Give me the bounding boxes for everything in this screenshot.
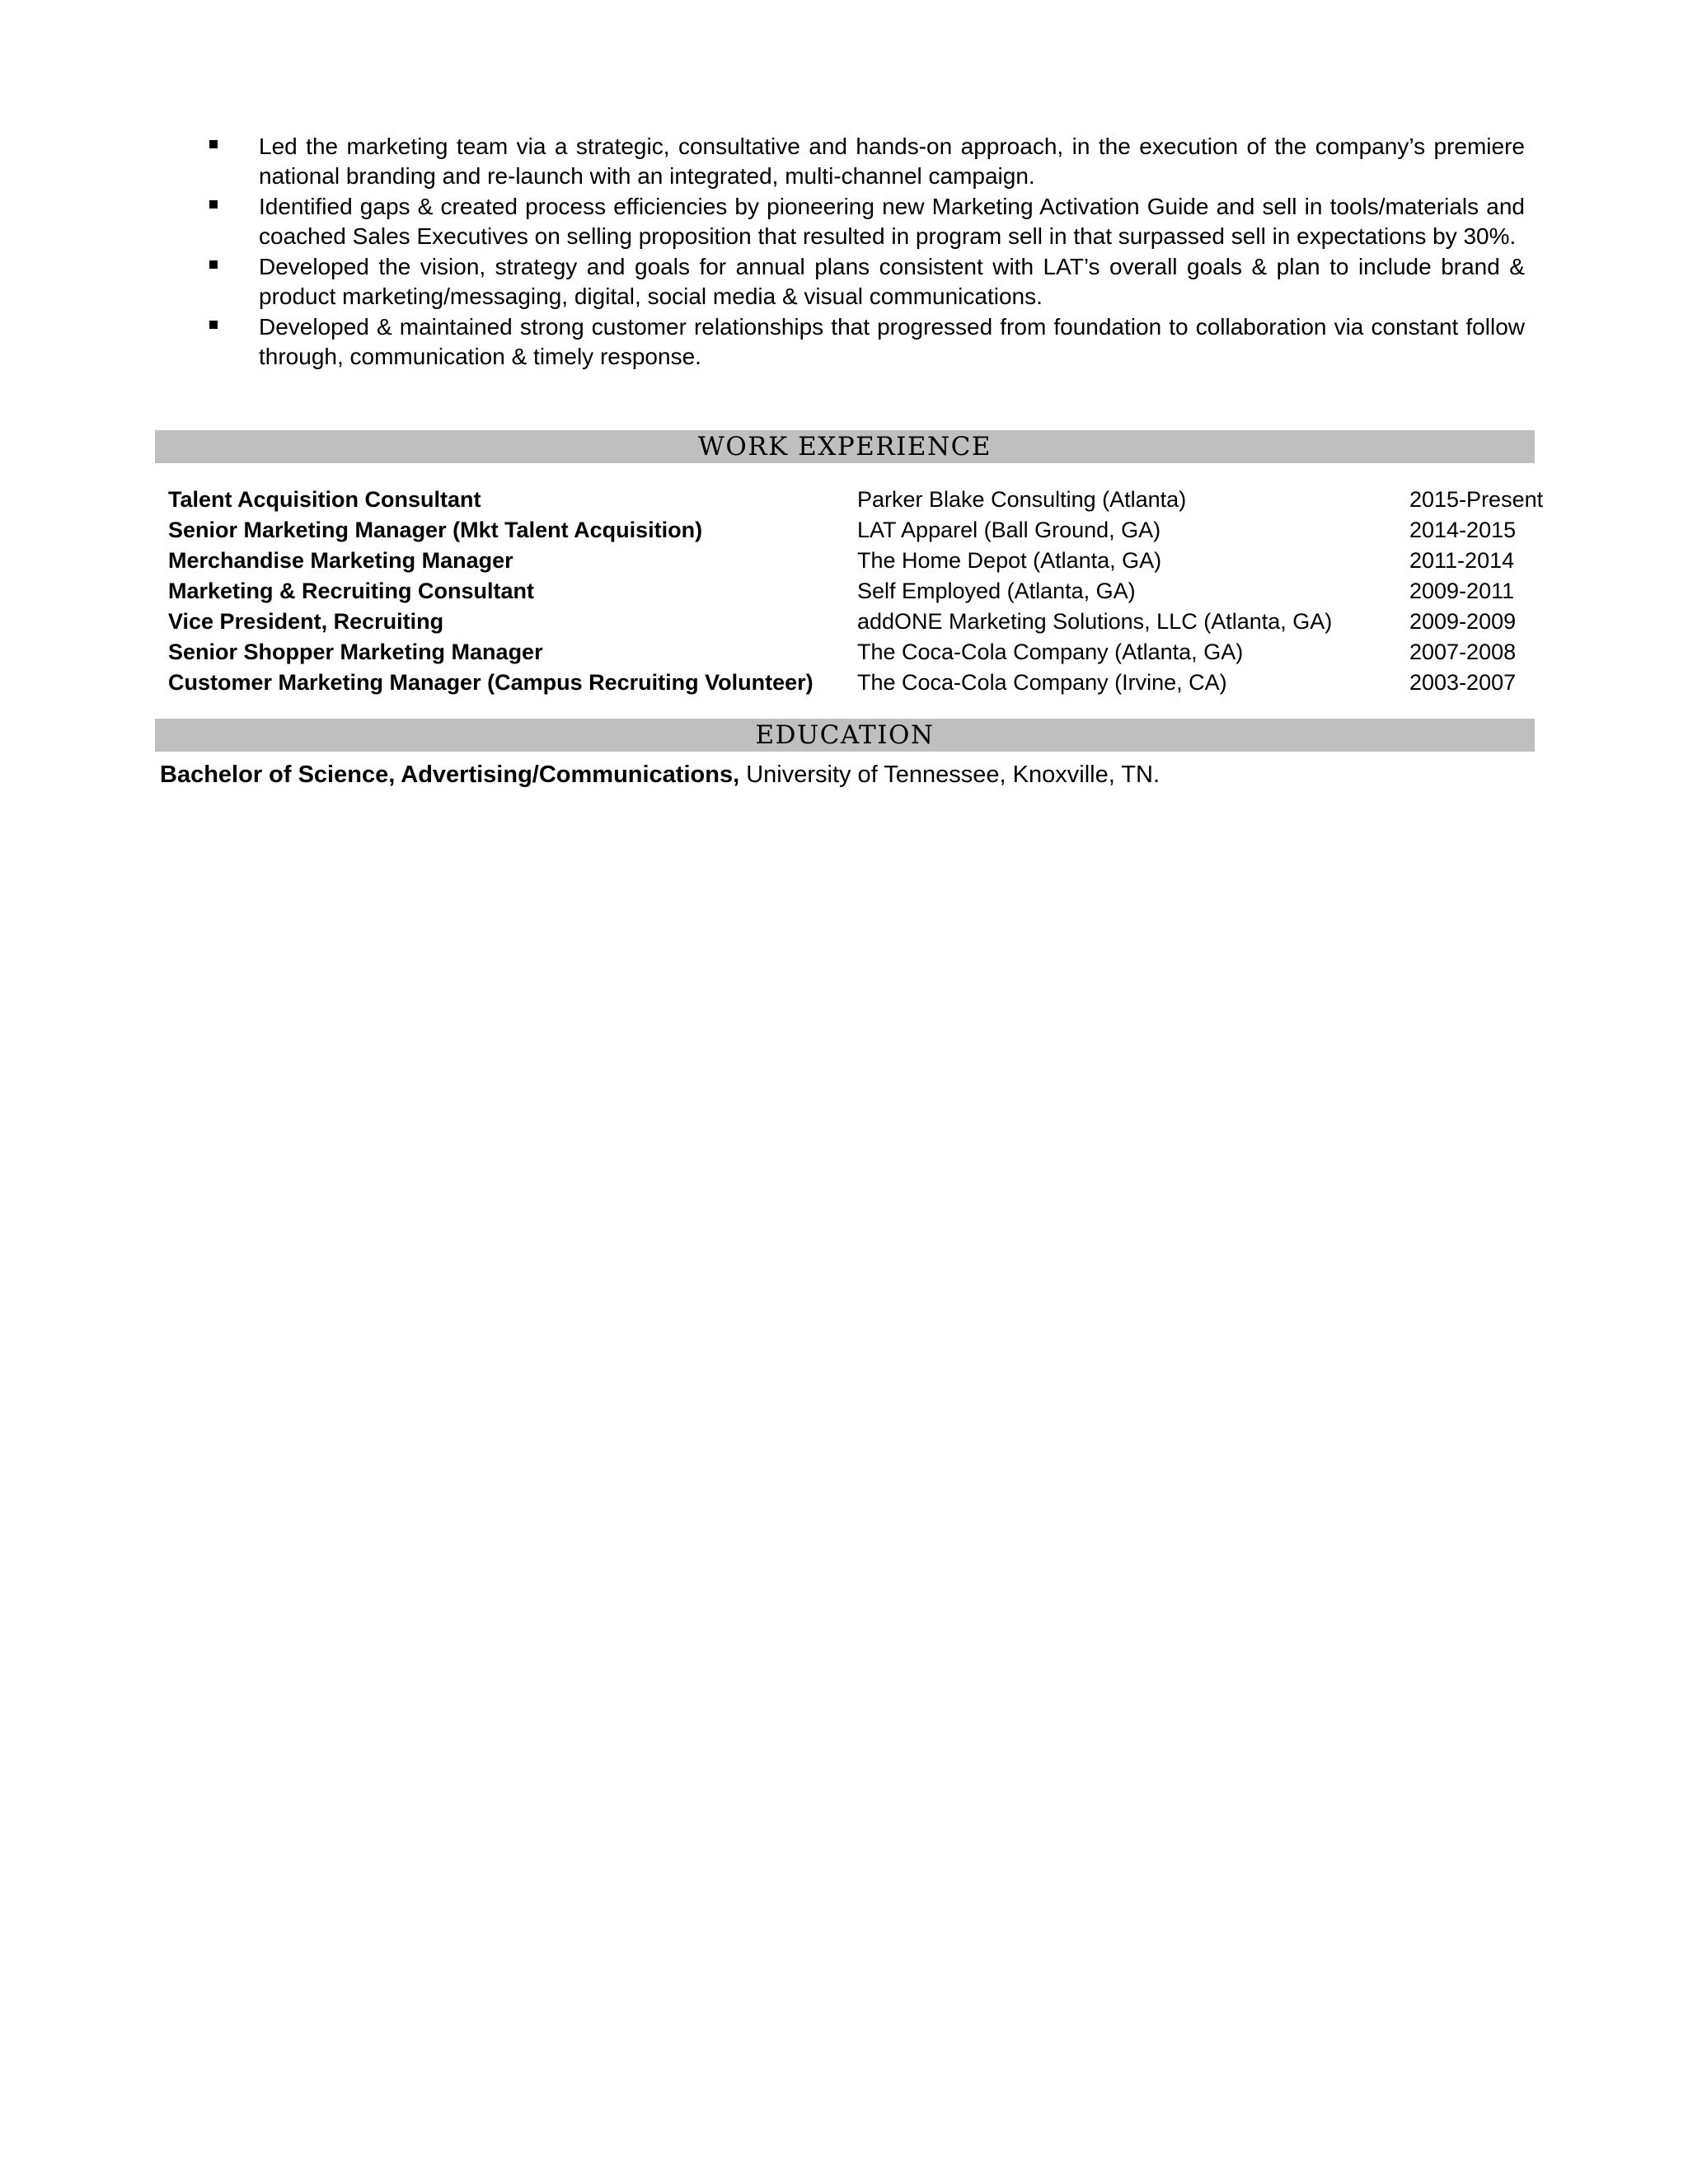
job-title: Marketing & Recruiting Consultant: [168, 579, 535, 603]
square-bullet-icon: [209, 140, 218, 148]
job-title: Customer Marketing Manager (Campus Recruiting Volunteer): [168, 670, 814, 695]
job-years: 2009-2009: [1409, 609, 1517, 634]
education-entry: [160, 758, 1160, 791]
job-company: The Coca-Cola Company (Atlanta, GA): [857, 640, 1244, 664]
degree: Bachelor of Science, Advertising/Communications,: [160, 762, 740, 788]
job-company: LAT Apparel (Ball Ground, GA): [857, 518, 1161, 542]
work-experience-table: [168, 485, 1561, 698]
job-title: Vice President, Recruiting: [168, 609, 444, 634]
experience-bullet-list: [206, 132, 1525, 373]
job-title: Talent Acquisition Consultant: [168, 487, 481, 512]
bullet-text: Developed the vision, strategy and goals for annual plans consistent with LAT’s overall goals & plan to include brand & product marketing/messaging, digital, social media & visual communications.: [259, 254, 1525, 309]
job-title: Senior Shopper Marketing Manager: [168, 640, 543, 664]
job-company: The Coca-Cola Company (Irvine, CA): [857, 670, 1227, 695]
job-years: 2003-2007: [1409, 670, 1517, 695]
table-row: [168, 515, 1561, 546]
job-title: Senior Marketing Manager (Mkt Talent Acquisition): [168, 518, 703, 542]
bullet-item: [206, 252, 1525, 312]
table-row: [168, 607, 1561, 637]
job-years: 2011-2014: [1409, 548, 1515, 573]
table-row: [168, 637, 1561, 668]
table-row: [168, 546, 1561, 576]
table-row: [168, 485, 1561, 515]
job-title: Merchandise Marketing Manager: [168, 548, 513, 573]
education-heading: EDUCATION: [155, 719, 1535, 752]
school: University of Tennessee, Knoxville, TN.: [746, 762, 1160, 788]
table-row: [168, 668, 1561, 698]
job-company: Self Employed (Atlanta, GA): [857, 579, 1136, 603]
job-company: Parker Blake Consulting (Atlanta): [857, 487, 1187, 512]
job-years: 2009-2011: [1409, 579, 1515, 603]
bullet-text: Led the marketing team via a strategic, consultative and hands-on approach, in the execution of the company’s premiere national branding and re-launch with an integrated, multi-channel campaign.: [259, 134, 1525, 189]
bullet-item: [206, 132, 1525, 191]
square-bullet-icon: [209, 260, 218, 269]
square-bullet-icon: [209, 321, 218, 329]
bullet-item: [206, 192, 1525, 251]
table-row: [168, 576, 1561, 607]
work-experience-heading: WORK EXPERIENCE: [155, 430, 1535, 463]
bullet-text: Developed & maintained strong customer relationships that progressed from foundation to collaboration via constant follow through, communication & timely response.: [259, 314, 1525, 369]
job-years: 2007-2008: [1409, 640, 1517, 664]
square-bullet-icon: [209, 200, 218, 209]
bullet-text: Identified gaps & created process efficiencies by pioneering new Marketing Activation Guide and sell in tools/materials and coached Sales Executives on selling proposition that resulted in program sell in that surpassed sell in expectations by 30%.: [259, 194, 1525, 249]
job-years: 2015-Present: [1409, 487, 1544, 512]
job-company: addONE Marketing Solutions, LLC (Atlanta, GA): [857, 609, 1333, 634]
job-years: 2014-2015: [1409, 518, 1517, 542]
bullet-item: [206, 312, 1525, 372]
job-company: The Home Depot (Atlanta, GA): [857, 548, 1162, 573]
